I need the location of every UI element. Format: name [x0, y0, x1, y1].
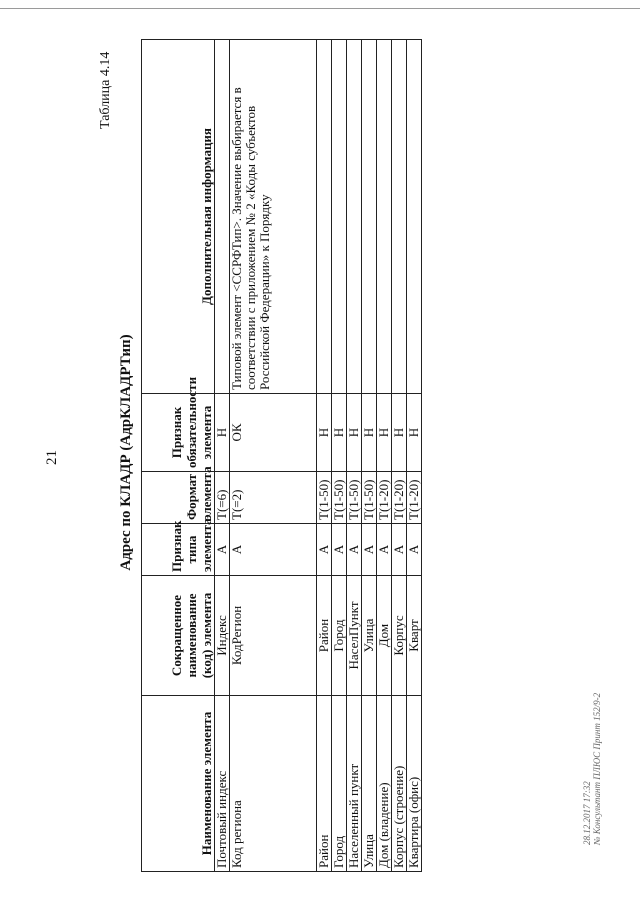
cell-short-name: Район	[317, 576, 332, 696]
cell-additional-info	[332, 40, 347, 394]
table-title: Адрес по КЛАДР (АдрКЛАДРТип)	[118, 334, 134, 571]
table-row	[230, 40, 317, 872]
cell-short-name: Кварт	[407, 576, 422, 696]
cell-type-flag: А	[407, 524, 422, 576]
cell-additional-info	[215, 40, 230, 394]
cell-element-name: Код региона	[230, 696, 317, 872]
cell-additional-info	[347, 40, 362, 394]
table-row	[377, 40, 392, 872]
cell-additional-info	[317, 40, 332, 394]
cell-short-name: НаселПункт	[347, 576, 362, 696]
cell-mandatory-flag: ОК	[230, 394, 317, 472]
cell-type-flag: А	[317, 524, 332, 576]
cell-type-flag: А	[347, 524, 362, 576]
table-header-row	[142, 40, 215, 872]
cell-format: T(1-20)	[392, 472, 407, 524]
cell-type-flag: А	[230, 524, 317, 576]
cell-additional-info	[362, 40, 377, 394]
table-number: Таблица 4.14	[98, 51, 113, 129]
cell-element-name: Населенный пункт	[347, 696, 362, 872]
header-mandatory-flag: Признак обязательности элемента	[142, 394, 215, 472]
cell-mandatory-flag: Н	[347, 394, 362, 472]
page-number: 21	[44, 450, 60, 465]
cell-type-flag: А	[362, 524, 377, 576]
cell-format: T(=6)	[215, 472, 230, 524]
cell-additional-info: Типовой элемент <ССРФТип>. Значение выбирается в соответствии с приложением № 2 «Коды субъектов Российской Федерации» к Порядку	[230, 40, 317, 394]
cell-type-flag: А	[392, 524, 407, 576]
cell-mandatory-flag: Н	[392, 394, 407, 472]
cell-short-name: Корпус	[392, 576, 407, 696]
table-row	[332, 40, 347, 872]
header-additional-info: Дополнительная информация	[142, 40, 215, 394]
cell-short-name: Индекс	[215, 576, 230, 696]
cell-element-name: Район	[317, 696, 332, 872]
cell-mandatory-flag: Н	[377, 394, 392, 472]
address-kladr-table	[141, 39, 422, 872]
header-short-name: Сокращенное наименование (код) элемента	[142, 576, 215, 696]
cell-mandatory-flag: Н	[407, 394, 422, 472]
cell-element-name: Дом (владение)	[377, 696, 392, 872]
document-stamp	[582, 693, 602, 845]
cell-short-name: Дом	[377, 576, 392, 696]
header-format: Формат элемента	[142, 472, 215, 524]
cell-short-name: Город	[332, 576, 347, 696]
cell-type-flag: А	[377, 524, 392, 576]
cell-short-name: Улица	[362, 576, 377, 696]
cell-mandatory-flag: Н	[317, 394, 332, 472]
cell-format: T(1-50)	[332, 472, 347, 524]
cell-format: T(=2)	[230, 472, 317, 524]
cell-element-name: Почтовый индекс	[215, 696, 230, 872]
cell-format: T(1-20)	[407, 472, 422, 524]
stamp-source: № Консультант ПЛЮС Принт 152/9-2	[592, 692, 602, 845]
cell-type-flag: А	[332, 524, 347, 576]
cell-format: T(1-50)	[317, 472, 332, 524]
cell-additional-info	[407, 40, 422, 394]
table-row	[392, 40, 407, 872]
cell-mandatory-flag: Н	[362, 394, 377, 472]
table-row	[215, 40, 230, 872]
table-row	[407, 40, 422, 872]
cell-additional-info	[377, 40, 392, 394]
cell-element-name: Квартира (офис)	[407, 696, 422, 872]
table-row	[362, 40, 377, 872]
cell-format: T(1-50)	[347, 472, 362, 524]
cell-format: T(1-20)	[377, 472, 392, 524]
cell-mandatory-flag: Н	[332, 394, 347, 472]
stamp-datetime: 28.12.2017 17:32	[582, 781, 592, 845]
cell-element-name: Город	[332, 696, 347, 872]
table-row	[347, 40, 362, 872]
header-type-flag: Признак типа элемента	[142, 524, 215, 576]
header-element-name: Наименование элемента	[142, 696, 215, 872]
cell-element-name: Корпус (строение)	[392, 696, 407, 872]
cell-short-name: КодРегион	[230, 576, 317, 696]
table-row	[317, 40, 332, 872]
cell-type-flag: А	[215, 524, 230, 576]
cell-element-name: Улица	[362, 696, 377, 872]
cell-additional-info	[392, 40, 407, 394]
cell-mandatory-flag: Н	[215, 394, 230, 472]
cell-format: T(1-50)	[362, 472, 377, 524]
